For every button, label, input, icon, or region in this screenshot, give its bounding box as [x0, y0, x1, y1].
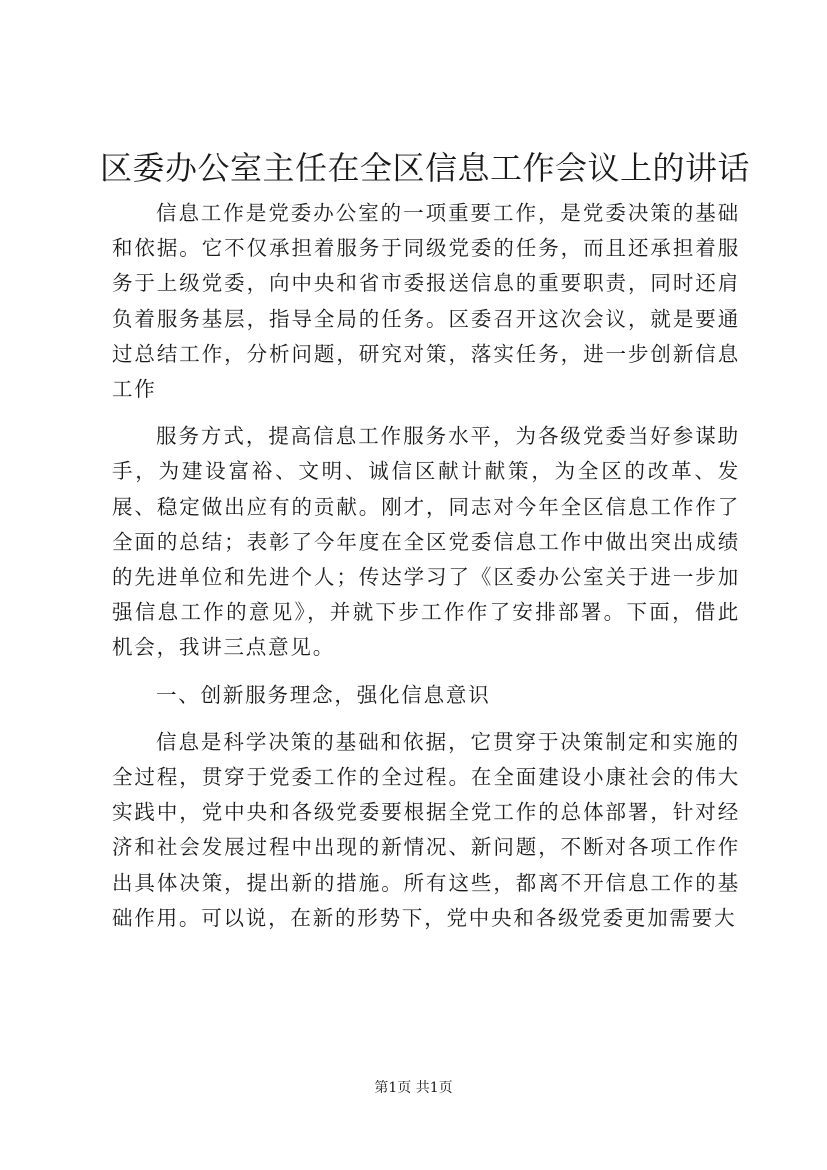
section-heading-1: 一、创新服务理念，强化信息意识	[156, 682, 491, 707]
paragraph-information: 信息是科学决策的基础和依据，它贯穿于决策制定和实施的全过程，贯穿于党委工作的全过程。在全面建设小康社会的伟大实践中，党中央和各级党委要根据全党工作的总体部署，针对经济和社会发展过程中出现的新情况、新问题，不断对各项工作作出具体决策，提出新的措施。所有这些，都离不开信息工作的基础作用。可以说，在新的形势下，党中央和各级党委更加需要大	[112, 729, 740, 930]
document-body	[112, 196, 740, 948]
document-title: 区委办公室主任在全区信息工作会议上的讲话	[100, 149, 751, 187]
paragraph-intro: 信息工作是党委办公室的一项重要工作，是党委决策的基础和依据。它不仅承担着服务于同级党委的任务，而且还承担着服务于上级党委，向中央和省市委报送信息的重要职责，同时还肩负着服务基层，指导全局的任务。区委召开这次会议，就是要通过总结工作，分析问题，研究对策，落实任务，进一步创新信息工作	[112, 201, 740, 402]
paragraph-service: 服务方式，提高信息工作服务水平，为各级党委当好参谋助手，为建设富裕、文明、诚信区献计献策，为全区的改革、发展、稳定做出应有的贡献。刚才，同志对今年全区信息工作作了全面的总结；表彰了今年度在全区党委信息工作中做出突出成绩的先进单位和先进个人；传达学习了《区委办公室关于进一步加强信息工作的意见》，并就下步工作作了安排部署。下面，借此机会，我讲三点意见。	[112, 424, 740, 660]
page-footer: 第1页 共1页	[374, 1080, 453, 1096]
